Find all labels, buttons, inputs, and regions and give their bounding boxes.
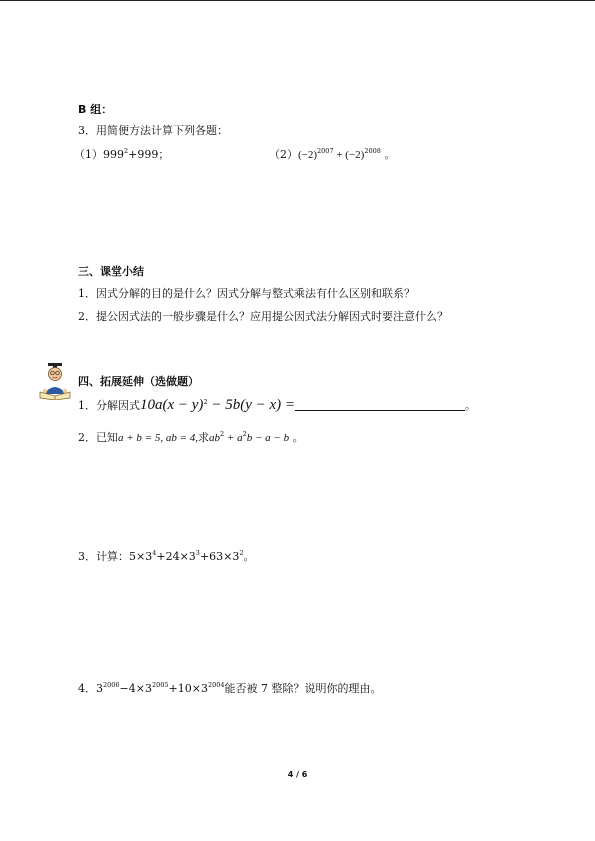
reading-student-icon (36, 362, 76, 400)
extension-question-1: 1．分解因式$10a(x - y)^2 - 5b(y - x)$ = 。 (78, 397, 476, 413)
page-number: 4 / 6 (287, 770, 308, 779)
question-3-2: $(2)(-2)^{2007} + (-2)^{2008}$ 。 (269, 147, 396, 161)
group-b-title: B 组： (78, 103, 113, 116)
question-3-1: $(1)999^2+999$； (74, 147, 170, 161)
summary-question-2: 2．提公因式法的一般步骤是什么？应用提公因式法分解因式时要注意什么？ (78, 310, 448, 323)
question-3: 3．用简便方法计算下列各题： (78, 124, 228, 137)
extension-question-2: 2．已知a + b = 5, ab = 4,求$ab^2 + a^2b - a - b$ 。 (78, 430, 304, 444)
summary-question-1: 1．因式分解的目的是什么？因式分解与整式乘法有什么区别和联系？ (78, 287, 415, 300)
answer-blank[interactable] (295, 398, 465, 411)
extension-question-3: 3．计算：$5\times 3^4+24\times 3^3+63\times 3^2$。 (78, 549, 255, 563)
section-3-title: 三、课堂小结 (78, 265, 144, 278)
section-4-title: 四、拓展延伸（选做题） (78, 375, 199, 388)
top-rule (0, 0, 595, 1)
extension-question-4: 4．$3^{2006}-4\times 3^{2005}+10\times 3^{2004}$能否被 7 整除？说明你的理由。 (78, 681, 382, 695)
